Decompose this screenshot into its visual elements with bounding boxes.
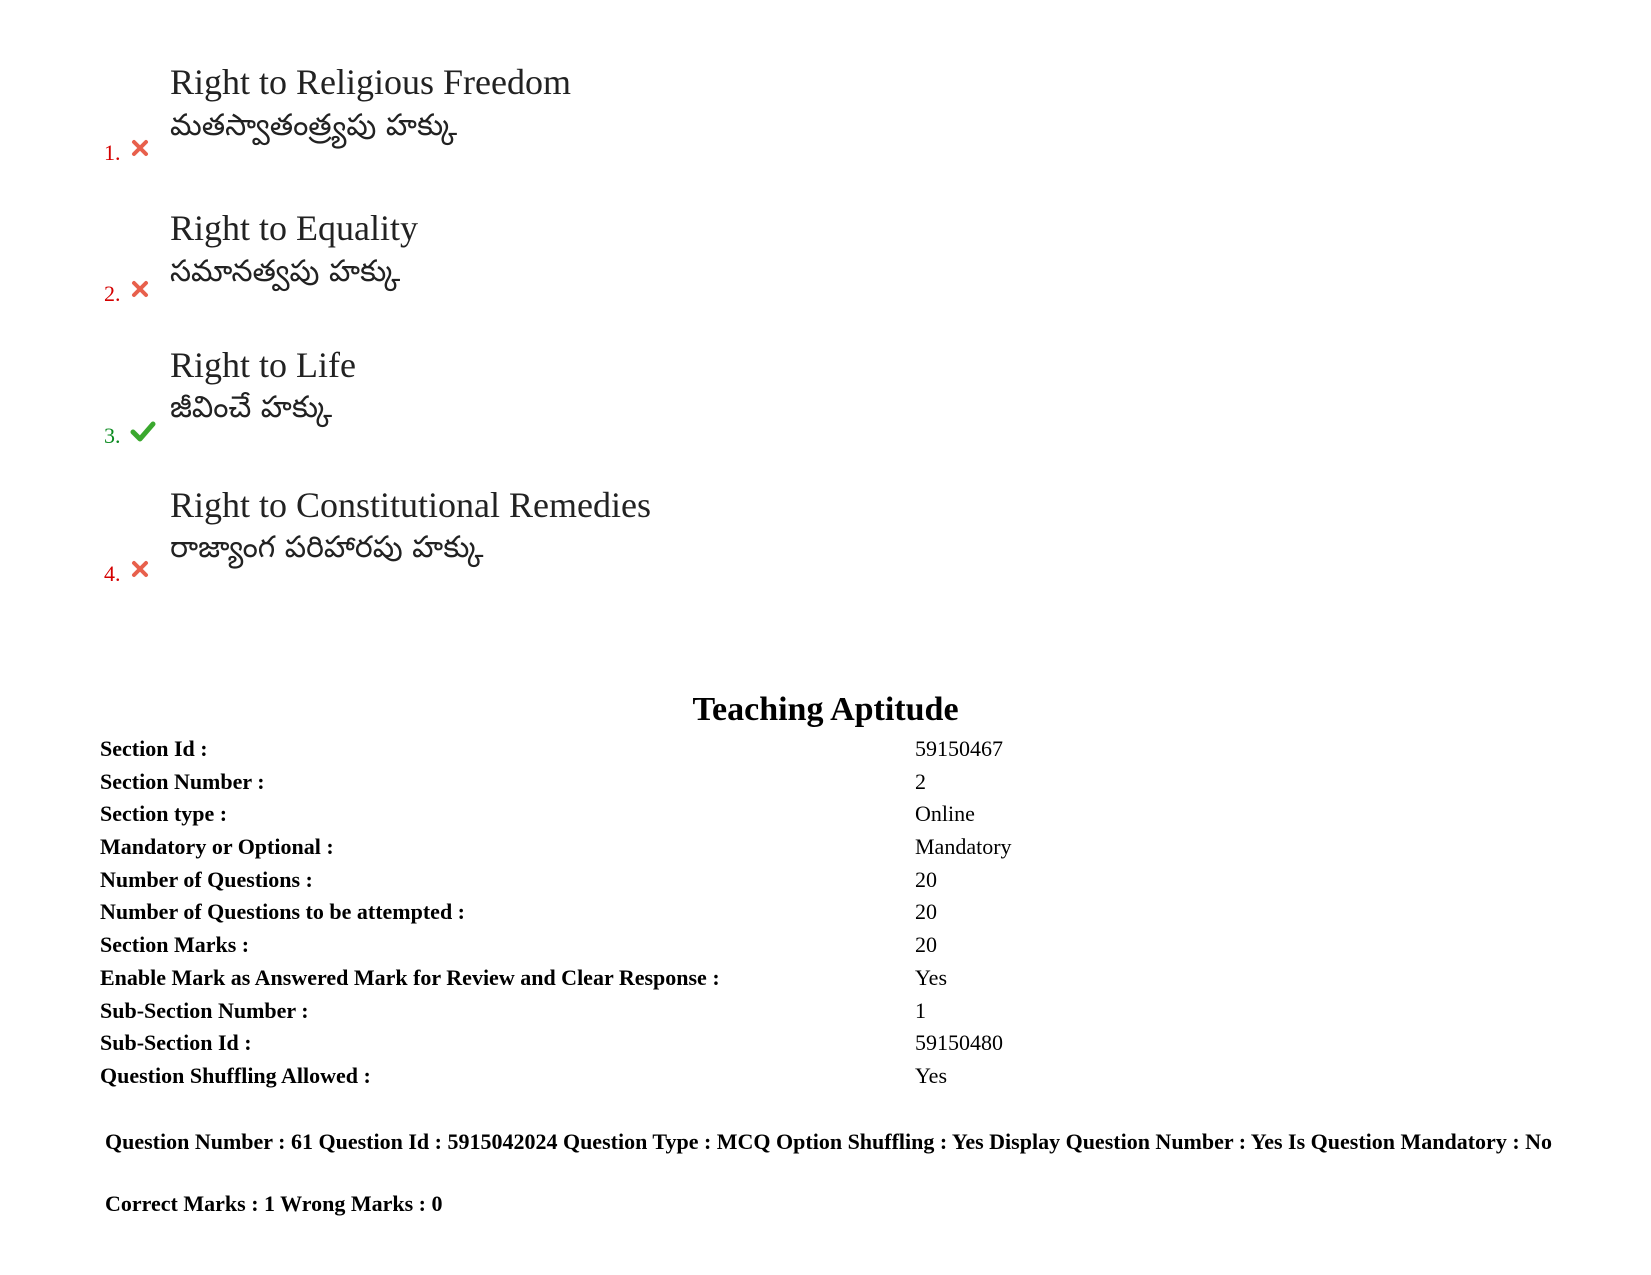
info-label: Section Number : — [100, 768, 265, 794]
info-value: Online — [915, 801, 975, 827]
info-value: 20 — [915, 866, 937, 892]
info-row — [100, 1027, 1400, 1060]
question-marks: Correct Marks : 1 Wrong Marks : 0 — [105, 1191, 443, 1216]
option-english-text: Right to Life — [170, 345, 356, 385]
option-english-text: Right to Equality — [170, 208, 418, 248]
option-telugu-text: సమానత్వపు హక్కు — [170, 254, 401, 289]
info-value: Yes — [915, 964, 948, 990]
option-telugu-text: మతస్వాతంత్ర్యపు హక్కు — [170, 108, 458, 143]
info-value: 20 — [915, 899, 937, 925]
info-value: 59150467 — [915, 736, 1003, 761]
option-english-text: Right to Constitutional Remedies — [170, 485, 651, 525]
info-label: Sub-Section Id : — [100, 1030, 252, 1056]
info-row — [100, 962, 1400, 995]
info-row — [100, 995, 1400, 1028]
cross-icon — [130, 138, 150, 158]
info-label: Section type : — [100, 801, 228, 827]
check-icon — [130, 420, 156, 442]
info-value: 20 — [915, 932, 937, 958]
info-label: Enable Mark as Answered Mark for Review and Clear Response : — [100, 964, 720, 990]
option-number: 2. — [104, 281, 121, 306]
option-number: 1. — [104, 140, 121, 165]
info-row — [100, 798, 1400, 831]
info-value: Mandatory — [915, 834, 1012, 860]
option-number: 4. — [104, 561, 121, 586]
info-label: Section Id : — [100, 736, 208, 761]
question-meta: Question Number : 61 Question Id : 5915042024 Question Type : MCQ Option Shuffling : Yes Display Question Number : Yes Is Question Mandatory : No — [105, 1129, 1553, 1154]
section-title: Teaching Aptitude — [692, 691, 959, 728]
info-row — [100, 929, 1400, 962]
option-number: 3. — [104, 423, 121, 448]
section-info-table — [100, 733, 1400, 1093]
info-row — [100, 864, 1400, 897]
cross-icon — [130, 279, 150, 299]
option-telugu-text: జీవించే హక్కు — [170, 390, 333, 425]
info-row — [100, 1060, 1400, 1093]
info-label: Question Shuffling Allowed : — [100, 1062, 371, 1088]
info-label: Section Marks : — [100, 932, 250, 958]
cross-icon — [130, 559, 150, 579]
info-row — [100, 896, 1400, 929]
info-row — [100, 766, 1400, 799]
option-telugu-text: రాజ్యాంగ పరిహారపు హక్కు — [170, 530, 484, 565]
info-value: 1 — [915, 997, 926, 1023]
info-value: 2 — [915, 768, 926, 794]
info-label: Number of Questions to be attempted : — [100, 899, 466, 925]
info-row — [100, 733, 1400, 766]
info-value: 59150480 — [915, 1030, 1003, 1056]
info-value: Yes — [915, 1062, 948, 1088]
info-label: Sub-Section Number : — [100, 997, 309, 1023]
info-row — [100, 831, 1400, 864]
info-label: Mandatory or Optional : — [100, 834, 334, 860]
info-label: Number of Questions : — [100, 866, 313, 892]
option-english-text: Right to Religious Freedom — [170, 62, 571, 102]
